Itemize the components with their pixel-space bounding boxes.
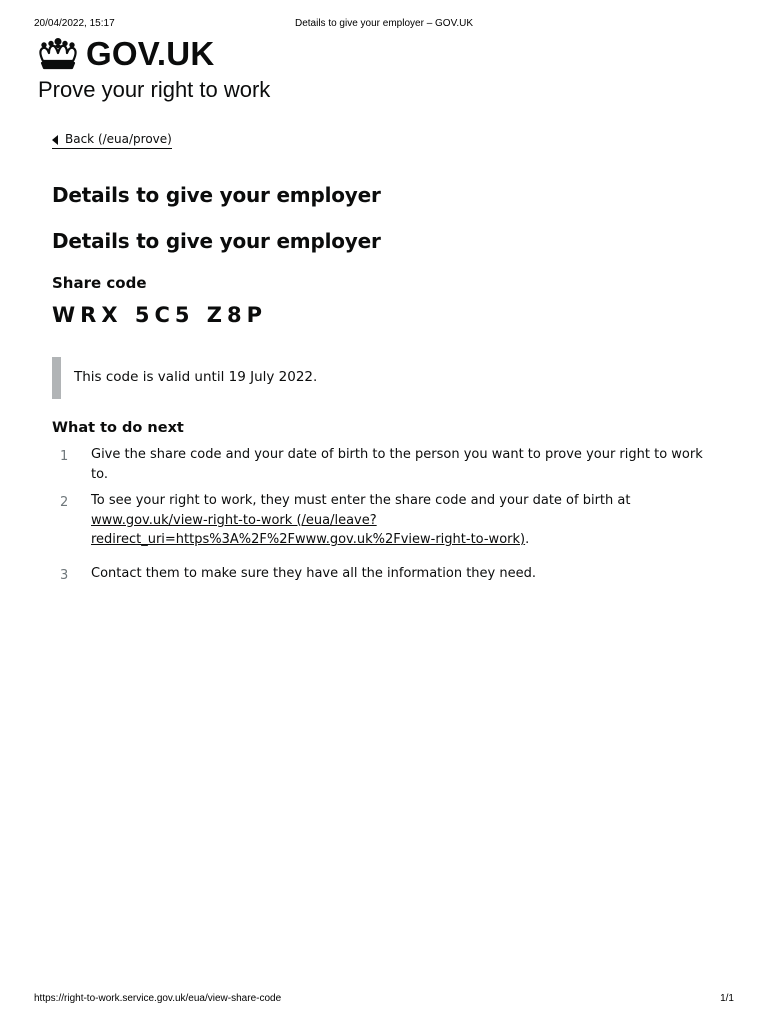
print-datetime: 20/04/2022, 15:17 bbox=[34, 18, 115, 29]
page-title: Details to give your employer bbox=[52, 183, 381, 207]
print-footer bbox=[34, 992, 734, 1006]
back-link-label: Back (/eua/prove) bbox=[65, 132, 172, 146]
govuk-logo-link[interactable] bbox=[36, 36, 214, 72]
print-url: https://right-to-work.service.gov.uk/eua/view-share-code bbox=[34, 993, 282, 1004]
print-header bbox=[34, 17, 734, 31]
validity-inset bbox=[52, 357, 472, 399]
step-body bbox=[91, 491, 711, 550]
print-page-number: 1/1 bbox=[720, 993, 734, 1004]
step-text: To see your right to work, they must enter the share code and your date of birth at bbox=[91, 493, 631, 508]
step-text: Give the share code and your date of birth to the person you want to prove your right to work to. bbox=[91, 447, 703, 482]
step-text: Contact them to make sure they have all the information they need. bbox=[91, 566, 536, 581]
back-link[interactable] bbox=[52, 131, 172, 149]
back-arrow-icon bbox=[52, 135, 58, 145]
validity-text: This code is valid until 19 July 2022. bbox=[74, 369, 318, 385]
step-number: 1 bbox=[60, 449, 69, 464]
step-number: 2 bbox=[60, 495, 69, 510]
govuk-wordmark: GOV.UK bbox=[86, 35, 215, 72]
what-to-do-next-heading: What to do next bbox=[52, 420, 184, 436]
share-code-label: Share code bbox=[52, 274, 147, 292]
crown-icon bbox=[36, 37, 80, 71]
share-code-value: WRX 5C5 Z8P bbox=[52, 303, 268, 327]
service-name-link[interactable]: Prove your right to work bbox=[38, 77, 271, 102]
print-page-title: Details to give your employer – GOV.UK bbox=[294, 18, 474, 29]
inset-border bbox=[52, 357, 61, 399]
section-title: Details to give your employer bbox=[52, 229, 381, 253]
step-text-end: . bbox=[525, 532, 530, 547]
view-right-to-work-link[interactable]: www.gov.uk/view-right-to-work (/eua/leave?redirect_uri=https%3A%2F%2Fwww.gov.uk%2Fview-right-to-work) bbox=[91, 512, 526, 547]
step-number: 3 bbox=[60, 568, 69, 583]
